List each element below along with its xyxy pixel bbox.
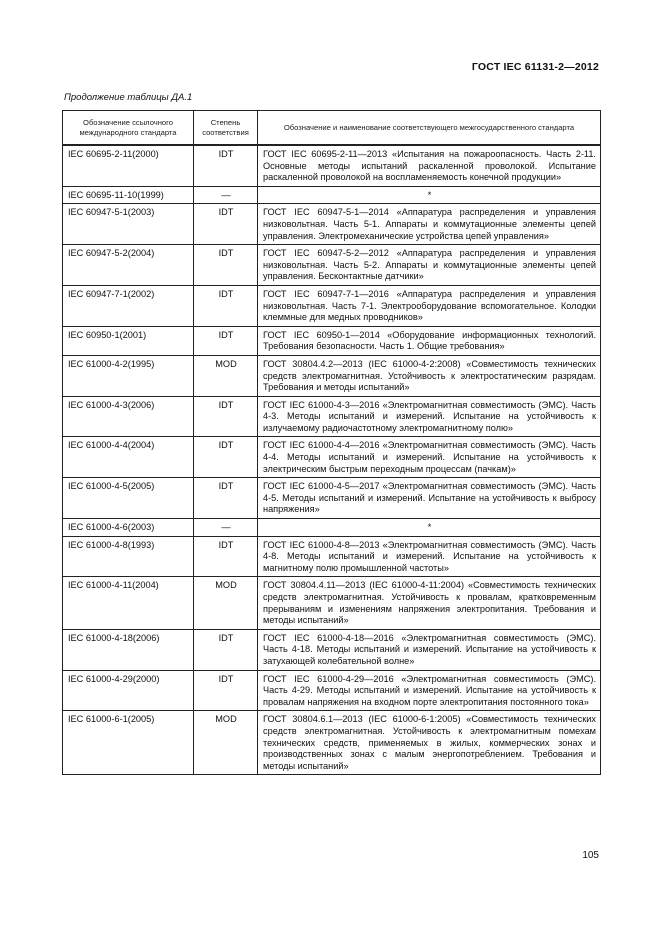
table-row [63, 711, 601, 775]
interstate-standard-cell: ГОСТ 30804.4.11—2013 (IEC 61000-4-11:2004) «Совместимость технических средств электромагнитная. Устойчивость к провалам, кратковременным прерываниям и изменениям напряжения электропитания. Требования и методы испытаний» [258, 577, 601, 629]
interstate-standard-cell: ГОСТ 30804.6.1—2013 (IEC 61000-6-1:2005) «Совместимость технических средств электромагнитная. Устойчивость к электромагнитным помехам технических средств, применяемых в жилых, коммерческих зонах и производственных зонах с малым энергопотреблением. Требования и методы испытаний» [258, 711, 601, 775]
table-row [63, 186, 601, 204]
interstate-standard-cell: ГОСТ IEC 60947-7-1—2016 «Аппаратура распределения и управления низковольтная. Часть 7-1. Электрооборудование вспомогательное. Колодки клеммные для медных проводников» [258, 285, 601, 326]
interstate-standard-cell: ГОСТ IEC 61000-4-29—2016 «Электромагнитная совместимость (ЭМС). Часть 4-29. Методы испытаний и измерений. Испытание на устойчивость к провалам напряжения на входном порте электропитания постоянного тока» [258, 670, 601, 711]
interstate-standard-cell: ГОСТ IEC 61000-4-18—2016 «Электромагнитная совместимость (ЭМС). Часть 4-18. Методы испытаний и измерений. Испытание на устойчивость к затухающей колебательной волне» [258, 629, 601, 670]
international-standard-cell: IEC 61000-4-3(2006) [63, 396, 194, 437]
international-standard-cell: IEC 61000-4-4(2004) [63, 437, 194, 478]
table-row [63, 204, 601, 245]
table-row [63, 437, 601, 478]
international-standard-cell: IEC 61000-4-2(1995) [63, 355, 194, 396]
conformity-degree-cell: IDT [194, 326, 258, 355]
international-standard-cell: IEC 60950-1(2001) [63, 326, 194, 355]
conformity-degree-cell: IDT [194, 478, 258, 519]
interstate-standard-cell: * [258, 186, 601, 204]
table-row [63, 396, 601, 437]
conformity-degree-cell: IDT [194, 204, 258, 245]
table-header-row [63, 111, 601, 146]
international-standard-cell: IEC 61000-6-1(2005) [63, 711, 194, 775]
column-header-international-standard: Обозначение ссылочного международного стандарта [63, 111, 194, 146]
interstate-standard-cell: ГОСТ IEC 60950-1—2014 «Оборудование информационных технологий. Требования безопасности. Часть 1. Общие требования» [258, 326, 601, 355]
table-row [63, 629, 601, 670]
table-row [63, 355, 601, 396]
international-standard-cell: IEC 60947-5-1(2003) [63, 204, 194, 245]
page-number: 105 [582, 850, 599, 861]
conformity-degree-cell: IDT [194, 145, 258, 186]
conformity-degree-cell: IDT [194, 285, 258, 326]
conformity-degree-cell: IDT [194, 670, 258, 711]
table-row [63, 577, 601, 629]
document-id-header: ГОСТ IEC 61131-2—2012 [471, 61, 599, 73]
interstate-standard-cell: ГОСТ IEC 61000-4-5—2017 «Электромагнитная совместимость (ЭМС). Часть 4-5. Методы испытаний и измерений. Испытание на устойчивость к выбросу напряжения» [258, 478, 601, 519]
international-standard-cell: IEC 61000-4-11(2004) [63, 577, 194, 629]
interstate-standard-cell: ГОСТ IEC 61000-4-3—2016 «Электромагнитная совместимость (ЭМС). Часть 4-3. Методы испытаний и измерений. Испытание на устойчивость к излучаемому радиочастотному электромагнитному полю» [258, 396, 601, 437]
conformity-degree-cell: IDT [194, 245, 258, 286]
table-row [63, 245, 601, 286]
international-standard-cell: IEC 60947-7-1(2002) [63, 285, 194, 326]
international-standard-cell: IEC 61000-4-8(1993) [63, 536, 194, 577]
interstate-standard-cell: ГОСТ IEC 60695-2-11—2013 «Испытания на пожароопасность. Часть 2-11. Основные методы испытаний раскаленной проволокой. Испытание раскаленной проволокой на воспламеняемость конечной продукции» [258, 145, 601, 186]
international-standard-cell: IEC 61000-4-18(2006) [63, 629, 194, 670]
conformity-degree-cell: MOD [194, 355, 258, 396]
interstate-standard-cell: ГОСТ IEC 60947-5-2—2012 «Аппаратура распределения и управления низковольтная. Часть 5-2. Аппараты и коммутационные элементы цепей управления. Бесконтактные датчики» [258, 245, 601, 286]
table-row [63, 519, 601, 537]
column-header-conformity-degree: Степень соответствия [194, 111, 258, 146]
table-row [63, 285, 601, 326]
conformity-degree-cell: — [194, 519, 258, 537]
table-row [63, 536, 601, 577]
conformity-degree-cell: IDT [194, 629, 258, 670]
interstate-standard-cell: * [258, 519, 601, 537]
table-row [63, 670, 601, 711]
international-standard-cell: IEC 61000-4-6(2003) [63, 519, 194, 537]
international-standard-cell: IEC 60695-2-11(2000) [63, 145, 194, 186]
conformity-degree-cell: IDT [194, 396, 258, 437]
column-header-interstate-standard: Обозначение и наименование соответствующего межгосударственного стандарта [258, 111, 601, 146]
interstate-standard-cell: ГОСТ IEC 61000-4-8—2013 «Электромагнитная совместимость (ЭМС). Часть 4-8. Методы испытаний и измерений. Испытание на устойчивость к магнитному полю промышленной частоты» [258, 536, 601, 577]
conformity-degree-cell: MOD [194, 711, 258, 775]
table-continuation-caption: Продолжение таблицы ДА.1 [64, 92, 193, 103]
interstate-standard-cell: ГОСТ 30804.4.2—2013 (IEC 61000-4-2:2008) «Совместимость технических средств электромагнитная. Устойчивость к электростатическим разрядам. Требования и методы испытаний» [258, 355, 601, 396]
conformity-degree-cell: IDT [194, 437, 258, 478]
international-standard-cell: IEC 60947-5-2(2004) [63, 245, 194, 286]
international-standard-cell: IEC 60695-11-10(1999) [63, 186, 194, 204]
reference-standards-table [62, 110, 601, 775]
table-row [63, 145, 601, 186]
table-row [63, 326, 601, 355]
international-standard-cell: IEC 61000-4-5(2005) [63, 478, 194, 519]
conformity-degree-cell: MOD [194, 577, 258, 629]
table-row [63, 478, 601, 519]
international-standard-cell: IEC 61000-4-29(2000) [63, 670, 194, 711]
interstate-standard-cell: ГОСТ IEC 61000-4-4—2016 «Электромагнитная совместимость (ЭМС). Часть 4-4. Методы испытаний и измерений. Испытание на устойчивость к электрическим быстрым переходным процессам (пачкам)» [258, 437, 601, 478]
interstate-standard-cell: ГОСТ IEC 60947-5-1—2014 «Аппаратура распределения и управления низковольтная. Часть 5-1. Аппараты и коммутационные элементы цепей управления. Электромеханические устройства цепей управления» [258, 204, 601, 245]
conformity-degree-cell: IDT [194, 536, 258, 577]
conformity-degree-cell: — [194, 186, 258, 204]
